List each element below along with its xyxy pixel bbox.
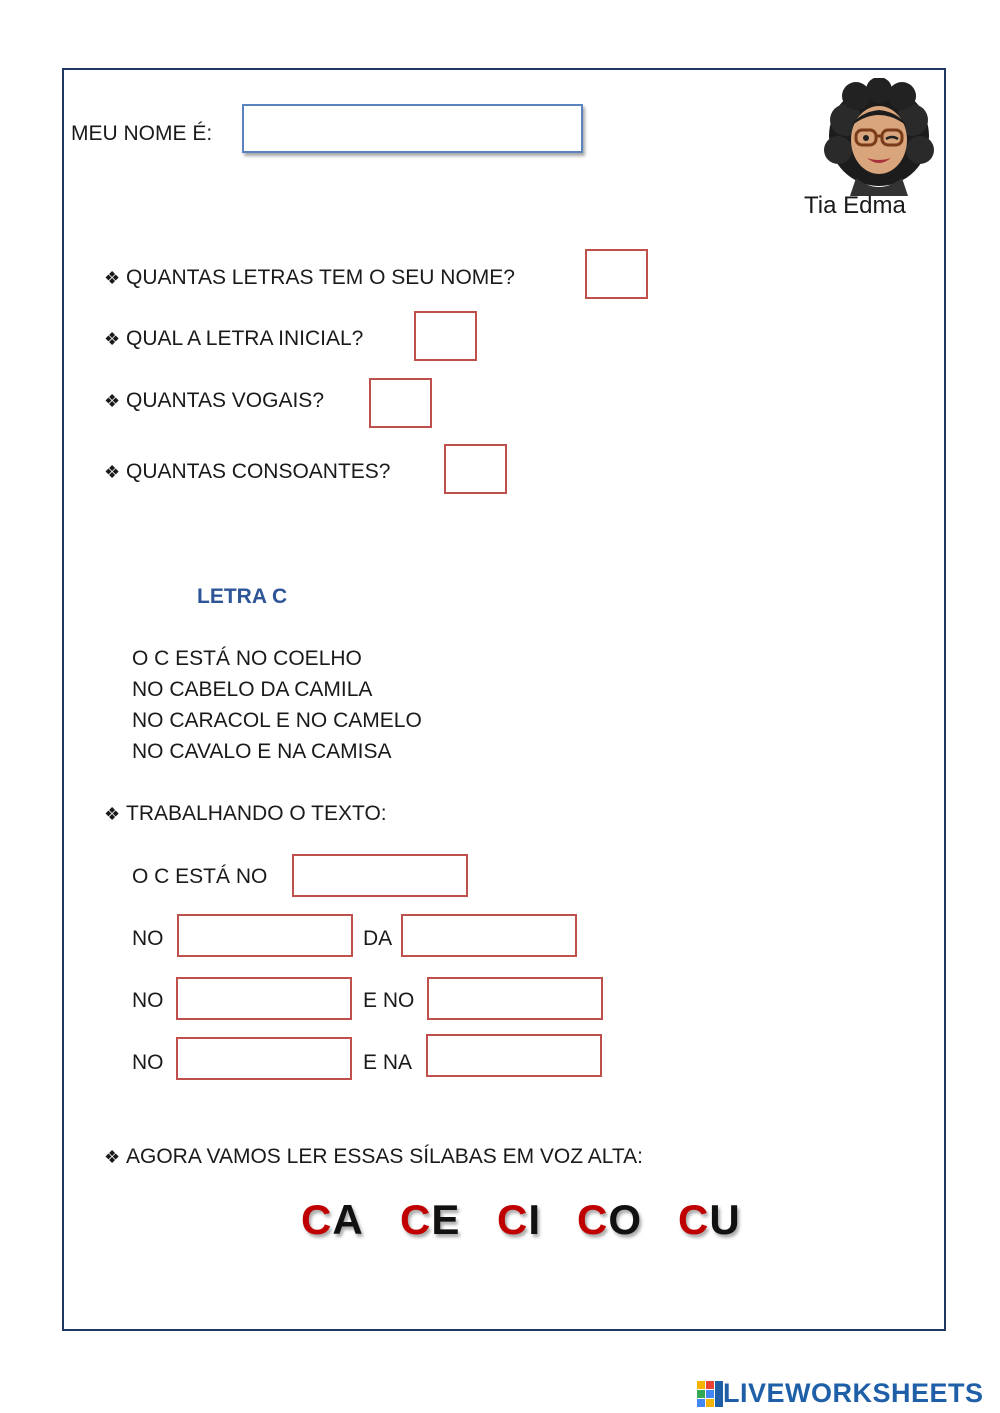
row2-label: NO — [132, 927, 164, 950]
row3-mid-label: E NO — [363, 989, 415, 1012]
author-name: Tia Edma — [804, 192, 906, 219]
question-vowels — [104, 389, 324, 413]
blank-cavalo[interactable] — [176, 1037, 352, 1080]
row4-label: NO — [132, 1051, 164, 1074]
diamond-bullet-icon: ❖ — [104, 804, 121, 824]
answer-box-initial[interactable] — [414, 311, 477, 361]
syllable-co: CO — [577, 1196, 643, 1243]
blank-camelo[interactable] — [427, 977, 603, 1020]
row3-label: NO — [132, 989, 164, 1012]
question-initial — [104, 327, 363, 351]
exercise-title-text: TRABALHANDO O TEXTO: — [126, 802, 387, 825]
blank-coelho[interactable] — [292, 854, 468, 897]
blank-caracol[interactable] — [176, 977, 352, 1020]
diamond-bullet-icon: ❖ — [104, 1147, 121, 1167]
footer-brand — [697, 1378, 984, 1409]
diamond-bullet-icon: ❖ — [104, 268, 121, 288]
diamond-bullet-icon: ❖ — [104, 391, 121, 411]
question-text: QUANTAS LETRAS TEM O SEU NOME? — [126, 266, 515, 289]
reading-title — [104, 1145, 643, 1169]
teacher-avatar — [818, 78, 940, 196]
diamond-bullet-icon: ❖ — [104, 462, 121, 482]
poem-line: NO CAVALO E NA CAMISA — [132, 740, 392, 763]
exercise-title — [104, 802, 387, 826]
question-consonants — [104, 460, 391, 484]
diamond-bullet-icon: ❖ — [104, 329, 121, 349]
poem-line: NO CABELO DA CAMILA — [132, 678, 373, 701]
liveworksheets-logo-icon — [697, 1381, 723, 1407]
footer-brand-text[interactable]: LIVEWORKSHEETS — [723, 1378, 984, 1408]
row1-label: O C ESTÁ NO — [132, 865, 268, 888]
question-text: QUAL A LETRA INICIAL? — [126, 327, 364, 350]
answer-box-vowels[interactable] — [369, 378, 432, 428]
syllable-cu: CU — [678, 1196, 741, 1243]
question-text: QUANTAS VOGAIS? — [126, 389, 324, 412]
poem-line: NO CARACOL E NO CAMELO — [132, 709, 422, 732]
syllable-ci: CI — [497, 1196, 542, 1243]
answer-box-consonants[interactable] — [444, 444, 507, 494]
blank-cabelo[interactable] — [177, 914, 353, 957]
syllable-ce: CE — [400, 1196, 461, 1243]
blank-camila[interactable] — [401, 914, 577, 957]
answer-box-letters[interactable] — [585, 249, 648, 299]
name-input[interactable] — [242, 104, 583, 153]
question-text: QUANTAS CONSOANTES? — [126, 460, 391, 483]
blank-camisa[interactable] — [426, 1034, 602, 1077]
row4-mid-label: E NA — [363, 1051, 413, 1074]
poem-line: O C ESTÁ NO COELHO — [132, 647, 362, 670]
question-letters — [104, 266, 515, 290]
syllable-ca: CA — [301, 1196, 364, 1243]
reading-title-text: AGORA VAMOS LER ESSAS SÍLABAS EM VOZ ALTA: — [126, 1145, 644, 1168]
section-title: LETRA C — [197, 585, 288, 608]
name-label: MEU NOME É: — [71, 122, 213, 145]
row2-mid-label: DA — [363, 927, 393, 950]
